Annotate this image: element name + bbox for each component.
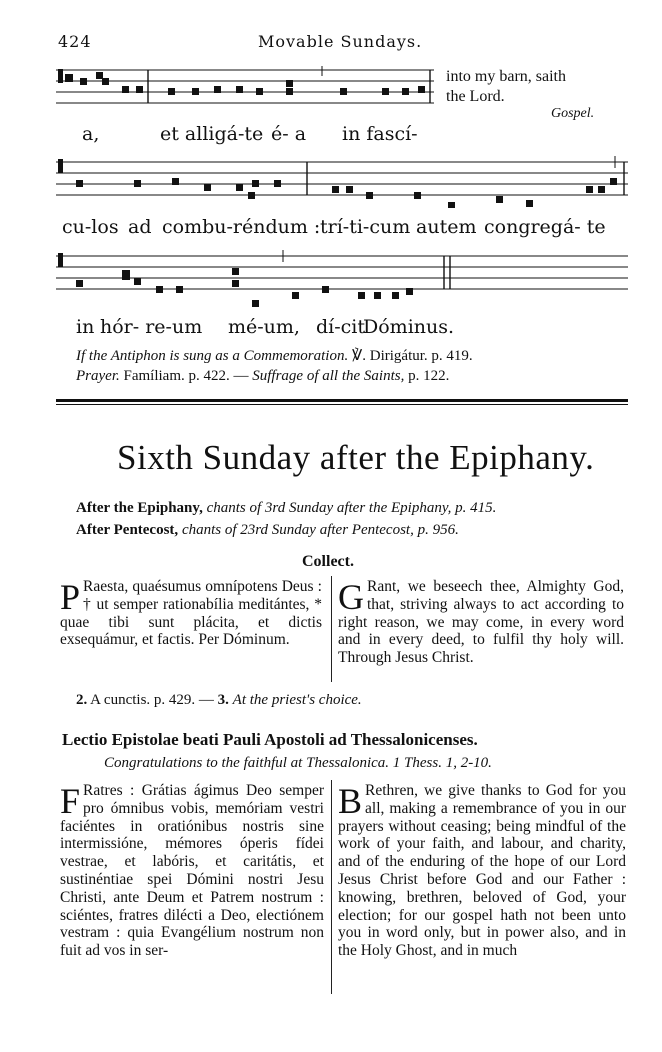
lyric-3-c: mé-um, [228,316,300,338]
lyric-3-d: dí-cit [316,316,366,338]
note-epiphany [76,500,496,517]
epistle-english-text: Rethren, we give thanks to God for you all, making a remembrance of you in our prayers without ceasing; being mindful of the work of your faith, and labour, and charity, and of the enduring of the hope of our Lord Jesus Christ before God and our Father : knowing, brethren, beloved of God, your election; for our gospel hath not been unto you in word only, but in power also, and in the Holy Ghost, and in much [338,782,626,960]
section-divider-thin [56,404,628,405]
side-text-line2: the Lord. [446,88,505,105]
prayer-ref: Famíliam. p. 422. — [119,368,253,384]
collect-footer [76,692,362,709]
epistle-column-rule [331,780,332,994]
epistle-latin-text: Ratres : Grátias ágimus Deo semper pro ómnibus vobis, memóriam vestri faciéntes in oratiónibus nostris sine intermissióne, mémores óperis fídei vestrae, et labóris, et caritátis, et sustinéntiae spei Dómini nostri Jesu Christi, ante Deum et Patrem nostrum : sciéntes, fratres dilécti a Deo, electiónem vestram : quia Evangélium nostrum non fuit ad vos in ser- [60,782,324,960]
note-epiphany-text: chants of 3rd Sunday after the Epiphany, p. 415. [202,500,497,516]
lyric-2-c: combu-réndum : [162,216,321,238]
collect-english [338,578,624,667]
suffrage-ref: p. 122. [404,368,450,384]
epistle-latin [60,782,324,960]
gospel-label: Gospel. [551,106,595,121]
footer-num-3: 3. [217,692,229,708]
collect-heading: Collect. [302,553,354,570]
rubric-line-1 [76,346,473,365]
rubric-line-2 [76,368,449,385]
feast-title: Sixth Sunday after the Epiphany. [117,438,595,477]
note-pentecost [76,522,459,539]
lyric-2-b: ad [128,216,152,238]
footer-choice: At the priest's choice. [232,692,362,708]
epistle-heading: Lectio Epistolae beati Pauli Apostoli ad Thessalonicenses. [62,730,478,749]
running-title: Movable Sundays. [258,32,423,51]
lyric-1-b: et alligá-te [160,123,264,145]
music-staff-1 [56,66,434,110]
section-divider [56,399,628,402]
prayer-label: Prayer. [76,368,120,384]
note-pentecost-label: After Pentecost, [76,522,179,538]
footer-cunctis: A cunctis. p. 429. — [87,692,218,708]
rubric-italic: If the Antiphon is sung as a Commemoration. [76,348,349,364]
epistle-subtitle: Congratulations to the faithful at Thessalonica. 1 Thess. 1, 2-10. [104,755,492,771]
side-text-line1: into my barn, saith [446,68,566,85]
page-number: 424 [58,32,92,51]
collect-latin-initial: P [60,577,81,617]
epistle-english-initial: B [338,781,363,821]
lyric-2-e: autem [416,216,477,238]
suffrage-label: Suffrage of all the Saints, [252,368,405,384]
lyric-1-c: é- a [271,123,307,145]
collect-column-rule [331,576,332,682]
lyric-1-a: a, [82,123,100,145]
lyric-2-d: trí-ti-cum [320,216,411,238]
music-staff-2 [56,156,628,208]
epistle-english [338,782,626,960]
epistle-latin-initial: F [60,781,81,821]
collect-english-initial: G [338,577,364,617]
collect-english-text: Rant, we beseech thee, Almighty God, that, striving always to act according to right reason, we may come, in every word and in every deed, to fulfil thy holy will. Through Jesus Christ. [338,578,624,667]
lyric-2-f: congregá- te [484,216,606,238]
lyric-1-d: in fascí- [342,123,418,145]
lyric-2-a: cu-los [62,216,119,238]
rubric-ref: ℣. Dirigátur. p. 419. [348,348,473,364]
note-epiphany-label: After the Epiphany, [76,500,203,516]
lyric-3-e: Dóminus. [363,316,455,338]
lyric-3-a: in [76,316,95,338]
music-staff-3 [56,250,628,314]
footer-num-2: 2. [76,692,88,708]
collect-latin-text: Raesta, quaésumus omnípotens Deus : † ut semper rationabília meditántes, * quae tibi sunt plácita, et dictis exsequámur, et factis. Per Dóminum. [60,578,322,649]
lyric-3-b: hór- re-um [100,316,203,338]
collect-latin [60,578,322,649]
note-pentecost-text: chants of 23rd Sunday after Pentecost, p. 956. [178,522,459,538]
